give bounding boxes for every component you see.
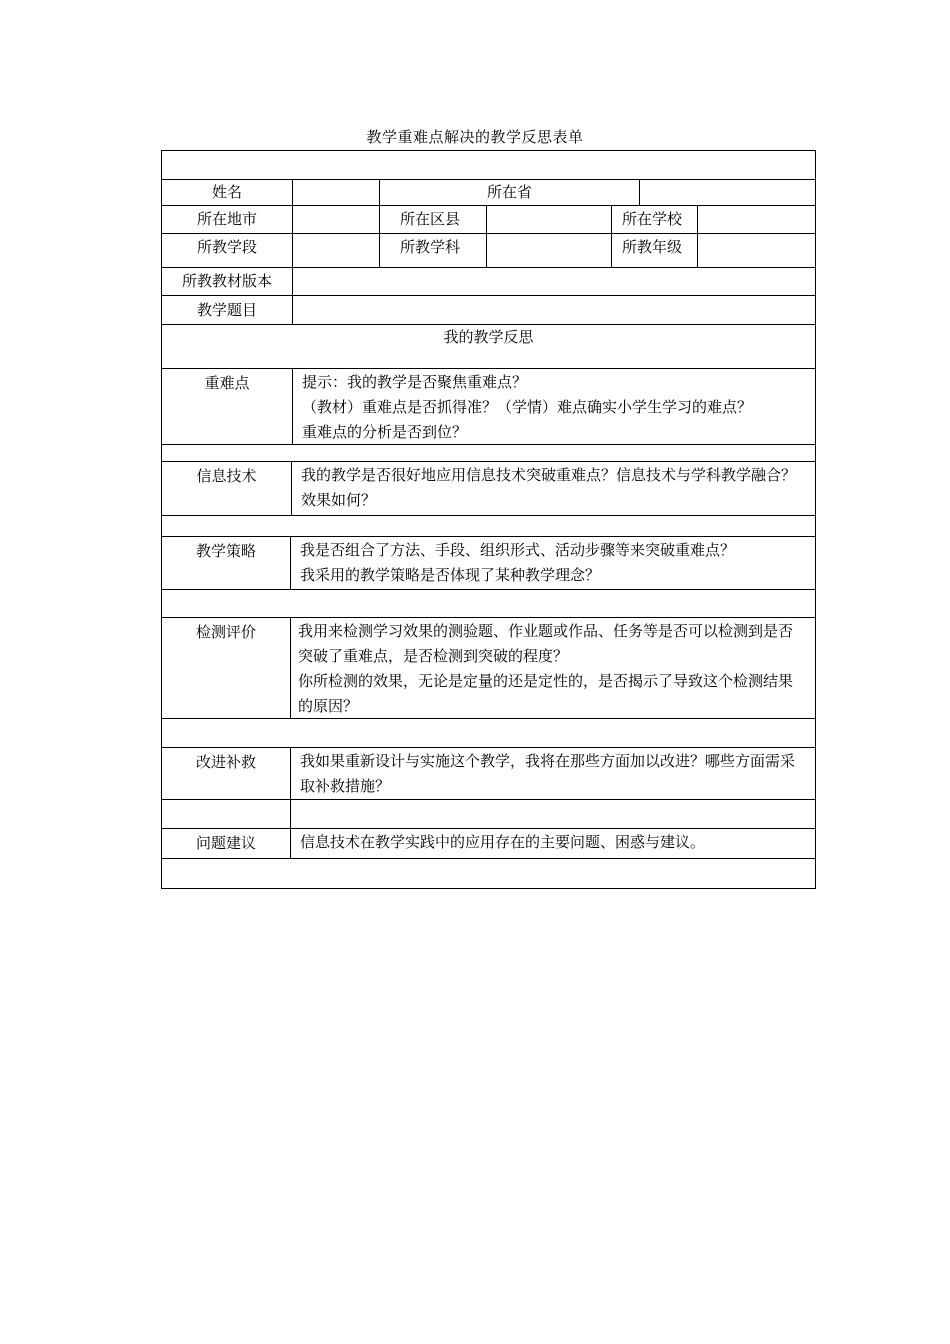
table-border-right [815,150,816,889]
table-border-top [161,150,816,151]
section-text-strategy [291,537,815,588]
text-line: 重难点的分析是否到位？ [302,423,468,441]
column-divider [639,179,640,205]
province-label: 所在省 [486,183,532,201]
section-text-improvement [291,748,815,799]
topic-label: 教学题目 [196,300,257,319]
section-text-suggestions [291,829,815,855]
section-text-key-points [293,369,815,445]
column-divider [486,205,487,267]
section-label-assessment: 检测评价 [195,623,256,641]
row-divider [161,799,816,800]
text-line: （教材）重难点是否抓得准？（学情）难点确实小学生学习的难点？ [302,398,753,416]
row-divider [161,589,816,590]
school-label: 所在学校 [622,210,683,228]
text-line: 我的教学是否很好地应用信息技术突破重难点？信息技术与学科教学融合？效果如何？ [301,466,797,509]
form-title: 教学重难点解决的教学反思表单 [366,128,584,146]
textbook-label: 所教教材版本 [181,272,272,290]
city-label: 所在地市 [196,210,257,228]
table-border-bottom [161,888,816,889]
text-line: 我如果重新设计与实施这个教学，我将在那些方面加以改进？哪些方面需采取补救措施？ [300,752,796,795]
text-line: 我是否组合了方法、手段、组织形式、活动步骤等来突破重难点？ [300,541,736,559]
reflection-heading: 我的教学反思 [443,327,534,346]
section-label-strategy: 教学策略 [195,542,256,560]
subject-label: 所教学科 [400,237,461,256]
row-divider [161,515,816,516]
section-label-improvement: 改进补救 [195,753,256,771]
table-border-left [161,150,162,889]
text-line: 提示：我的教学是否聚焦重难点？ [302,373,528,391]
section-label-info-tech: 信息技术 [196,467,257,485]
district-label: 所在区县 [400,210,461,228]
grade-label: 所教年级 [622,237,683,256]
section-label-suggestions: 问题建议 [195,834,256,852]
section-text-info-tech [292,462,815,513]
row-divider [161,858,816,859]
text-line: 信息技术在教学实践中的应用存在的主要问题、困惑与建议。 [300,833,706,851]
column-divider [292,179,293,324]
text-line: 我采用的教学策略是否体现了某种教学理念？ [300,566,601,584]
section-label-key-points: 重难点 [204,374,250,392]
text-line: 你所检测的效果，无论是定量的还是定性的，是否揭示了导致这个检测结果的原因？ [298,672,794,715]
stage-label: 所教学段 [196,237,257,256]
section-text-assessment [291,618,815,719]
text-line: 我用来检测学习效果的测验题、作业题或作品、任务等是否可以检测到是否突破了重难点，是否检测到突破的程度？ [298,622,794,665]
name-label: 姓名 [211,183,242,201]
column-divider [697,205,698,267]
